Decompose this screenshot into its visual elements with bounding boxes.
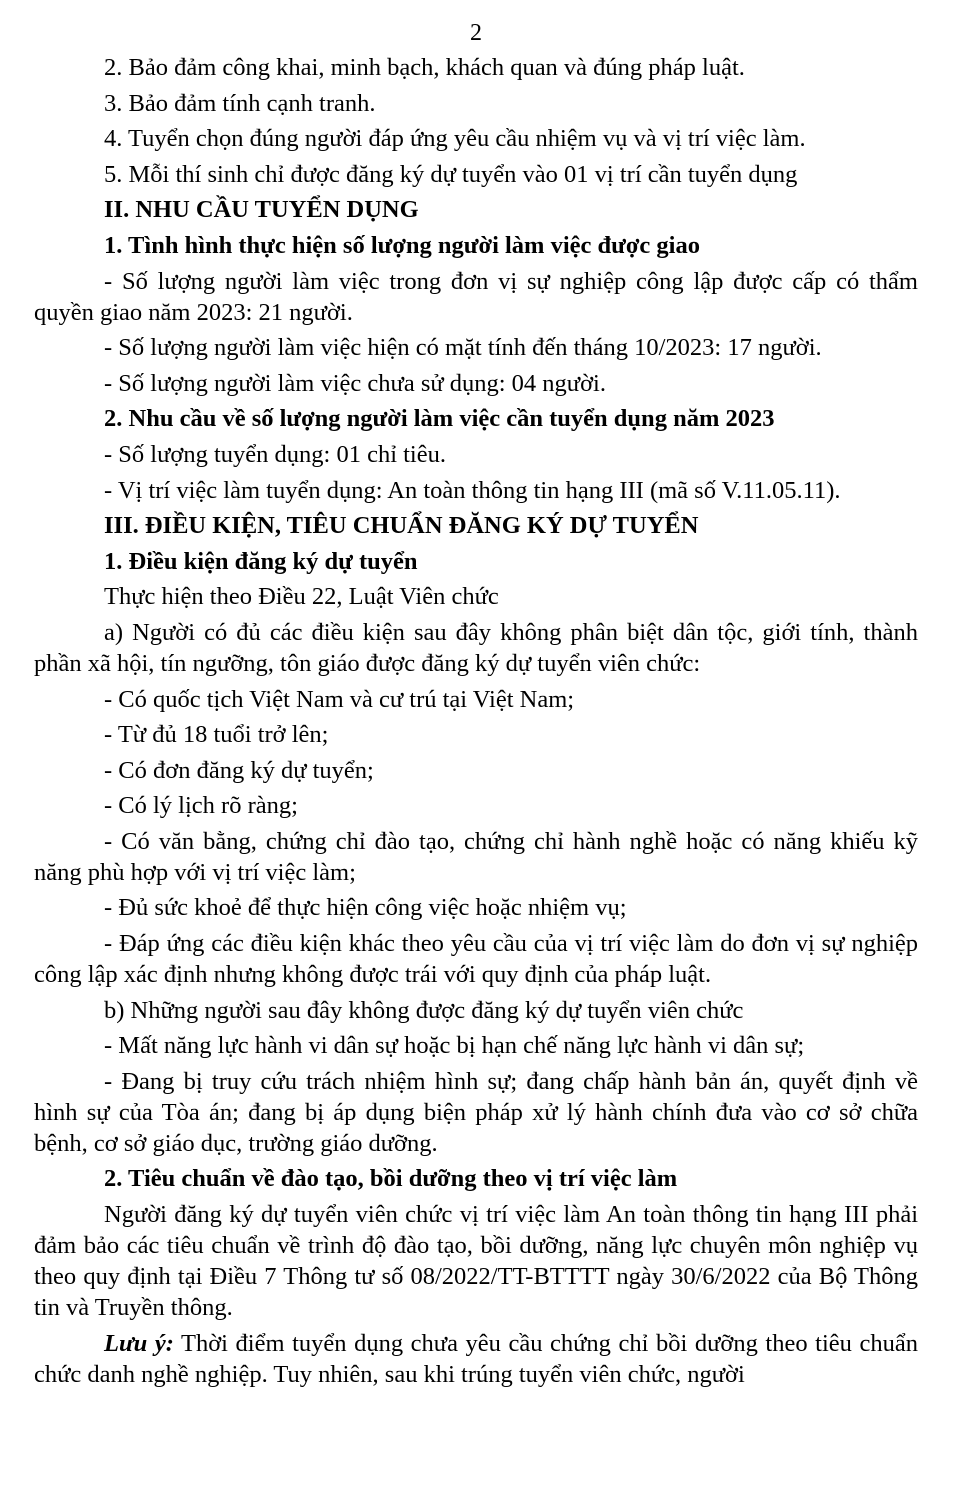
principle-item: 3. Bảo đảm tính cạnh tranh.	[104, 89, 376, 117]
list-item: - Số lượng tuyển dụng: 01 chỉ tiêu.	[104, 440, 446, 468]
principle-item: 5. Mỗi thí sinh chỉ được đăng ký dự tuyển vào 01 vị trí cần tuyển dụng	[104, 160, 798, 188]
subsection-heading: 2. Nhu cầu về số lượng người làm việc cần tuyển dụng năm 2023	[104, 405, 775, 433]
list-item: - Mất năng lực hành vi dân sự hoặc bị hạn chế năng lực hành vi dân sự;	[104, 1032, 805, 1060]
list-item: - Có đơn đăng ký dự tuyển;	[104, 756, 374, 784]
list-item: - Đang bị truy cứu trách nhiệm hình sự; đang chấp hành bản án, quyết định về hình sự của Tòa án; đang bị áp dụng biện pháp xử lý hành chính đưa vào cơ sở chữa bệnh, cơ sở giáo dục, trường giáo dưỡng.	[34, 1067, 918, 1157]
list-item: - Có văn bằng, chứng chỉ đào tạo, chứng chỉ hành nghề hoặc có năng khiếu kỹ năng phù hợp với vị trí việc làm;	[34, 827, 918, 886]
section-heading: III. ĐIỀU KIỆN, TIÊU CHUẨN ĐĂNG KÝ DỰ TUYỂN	[104, 512, 699, 540]
list-item: - Vị trí việc làm tuyển dụng: An toàn thông tin hạng III (mã số V.11.05.11).	[104, 476, 841, 504]
paragraph: Thực hiện theo Điều 22, Luật Viên chức	[104, 583, 499, 611]
list-item: - Số lượng người làm việc chưa sử dụng: 04 người.	[104, 369, 606, 397]
list-item: - Có lý lịch rõ ràng;	[104, 792, 298, 820]
list-item: - Đủ sức khoẻ để thực hiện công việc hoặc nhiệm vụ;	[104, 894, 627, 922]
subsection-heading: 1. Tình hình thực hiện số lượng người làm việc được giao	[104, 231, 700, 259]
subsection-heading: 1. Điều kiện đăng ký dự tuyển	[104, 547, 418, 575]
note-label: Lưu ý:	[104, 1329, 174, 1357]
principle-item: 4. Tuyển chọn đúng người đáp ứng yêu cầu nhiệm vụ và vị trí việc làm.	[104, 125, 806, 153]
list-item: - Số lượng người làm việc trong đơn vị sự nghiệp công lập được cấp có thẩm quyền giao năm 2023: 21 người.	[34, 267, 918, 326]
list-item: - Đáp ứng các điều kiện khác theo yêu cầu của vị trí việc làm do đơn vị sự nghiệp công lập xác định nhưng không được trái với quy định của pháp luật.	[34, 930, 918, 989]
list-item: - Có quốc tịch Việt Nam và cư trú tại Việt Nam;	[104, 685, 575, 713]
subsection-heading: 2. Tiêu chuẩn về đào tạo, bồi dưỡng theo vị trí việc làm	[104, 1165, 678, 1193]
document-page	[34, 14, 918, 1394]
list-item: - Từ đủ 18 tuổi trở lên;	[104, 721, 329, 749]
list-item: - Số lượng người làm việc hiện có mặt tính đến tháng 10/2023: 17 người.	[104, 334, 822, 362]
paragraph: a) Người có đủ các điều kiện sau đây không phân biệt dân tộc, giới tính, thành phần xã hội, tín ngưỡng, tôn giáo được đăng ký dự tuyển viên chức:	[34, 618, 918, 677]
note-paragraph	[34, 1328, 918, 1390]
page-number: 2	[470, 20, 482, 46]
principle-item: 2. Bảo đảm công khai, minh bạch, khách quan và đúng pháp luật.	[104, 54, 745, 81]
paragraph: Người đăng ký dự tuyển viên chức vị trí việc làm An toàn thông tin hạng III phải đảm bảo các tiêu chuẩn về trình độ đào tạo, bồi dưỡng, năng lực chuyên môn nghiệp vụ theo quy định tại Điều 7 Thông tư số 08/2022/TT-BTTTT ngày 30/6/2022 của Bộ Thông tin và Truyền thông.	[34, 1201, 918, 1322]
section-heading: II. NHU CẦU TUYỂN DỤNG	[104, 196, 419, 224]
paragraph: b) Những người sau đây không được đăng ký dự tuyển viên chức	[104, 996, 744, 1024]
note-text: Thời điểm tuyển dụng chưa yêu cầu chứng chỉ bồi dưỡng theo tiêu chuẩn chức danh nghề nghiệp. Tuy nhiên, sau khi trúng tuyển viên chức, người	[34, 1329, 918, 1388]
